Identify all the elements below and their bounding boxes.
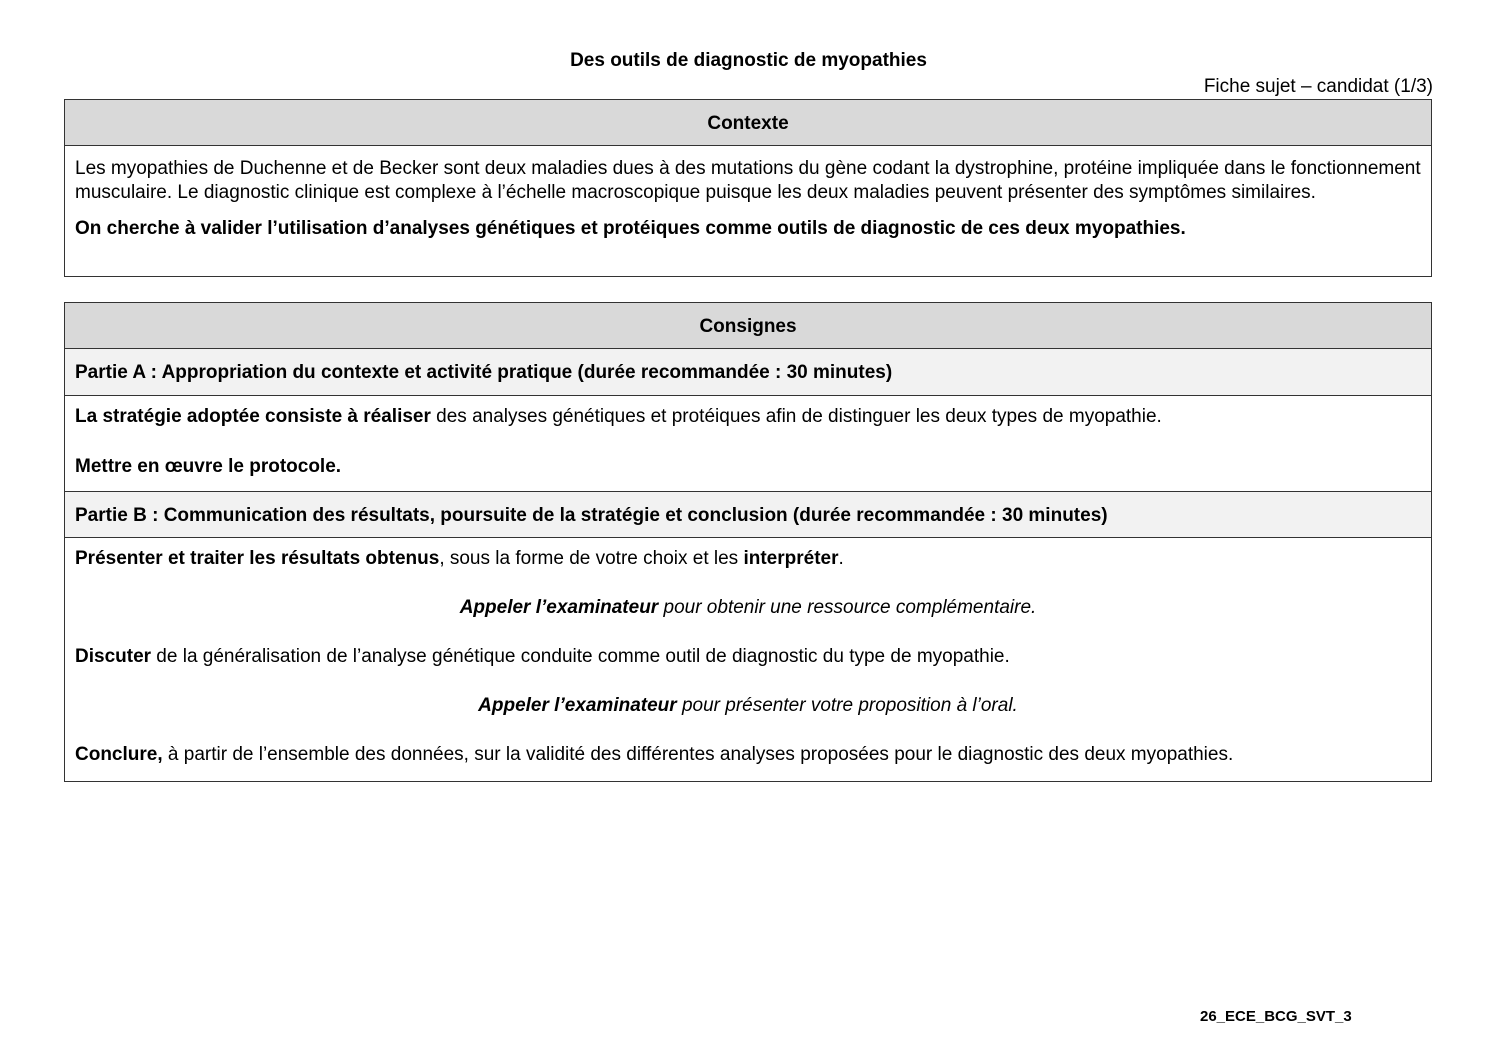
document-code: 26_ECE_BCG_SVT_3 — [1200, 1008, 1352, 1025]
part-a-header: Partie A : Appropriation du contexte et activité pratique (durée recommandée : 30 minutes) — [65, 349, 1431, 396]
context-section — [64, 99, 1432, 277]
call-examiner-2-bold: Appeler l’examinateur — [478, 695, 677, 716]
part-a-strategy-rest: des analyses génétiques et protéiques afin de distinguer les deux types de myopathie. — [430, 406, 1162, 427]
part-a-protocol: Mettre en œuvre le protocole. — [75, 456, 342, 477]
part-a-strategy-bold: La stratégie adoptée consiste à réaliser — [75, 406, 431, 427]
part-b-body — [65, 538, 1431, 792]
part-a-body — [65, 396, 1431, 491]
consignes-header: Consignes — [65, 303, 1431, 349]
part-b-discuss-rest: de la généralisation de l’analyse génétique conduite comme outil de diagnostic du type de myopathie. — [151, 646, 1010, 667]
call-examiner-1-rest: pour obtenir une ressource complémentaire. — [658, 597, 1037, 618]
part-a-strategy — [75, 405, 1421, 429]
part-b-call-examiner-2 — [75, 694, 1421, 743]
context-header: Contexte — [65, 100, 1431, 146]
part-b-present-mid: , sous la forme de votre choix et les — [439, 548, 744, 569]
part-b-conclude — [75, 743, 1421, 792]
part-b-present — [75, 547, 1421, 596]
part-b-header: Partie B : Communication des résultats, poursuite de la stratégie et conclusion (durée recommandée : 30 minutes) — [65, 491, 1431, 538]
context-body — [65, 146, 1431, 241]
part-b-conclude-bold: Conclure, — [75, 744, 163, 765]
context-paragraph: Les myopathies de Duchenne et de Becker sont deux maladies dues à des mutations du gène codant la dystrophine, protéine impliquée dans le fonctionnement musculaire. Le diagnostic clinique est complexe à l’échelle macroscopique puisque les deux maladies peuvent présenter des symptômes similaires. — [75, 158, 1421, 203]
part-b-conclude-rest: à partir de l’ensemble des données, sur la validité des différentes analyses proposées pour le diagnostic des deux myopathies. — [162, 744, 1234, 765]
call-examiner-1-bold: Appeler l’examinateur — [459, 597, 659, 618]
part-b-call-examiner-1 — [75, 596, 1421, 645]
part-b-present-end: . — [838, 548, 844, 569]
part-b-discuss — [75, 645, 1421, 694]
document-subtitle: Fiche sujet – candidat (1/3) — [1203, 76, 1433, 97]
document-title: Des outils de diagnostic de myopathies — [570, 50, 927, 71]
call-examiner-2-rest: pour présenter votre proposition à l’oral. — [676, 695, 1018, 716]
consignes-section — [64, 302, 1432, 782]
part-b-interpret-bold: interpréter — [743, 548, 839, 569]
part-b-present-bold: Présenter et traiter les résultats obtenus — [75, 548, 440, 569]
context-objective: On cherche à valider l’utilisation d’analyses génétiques et protéiques comme outils de diagnostic de ces deux myopathies. — [75, 218, 1186, 239]
part-b-discuss-bold: Discuter — [75, 646, 152, 667]
